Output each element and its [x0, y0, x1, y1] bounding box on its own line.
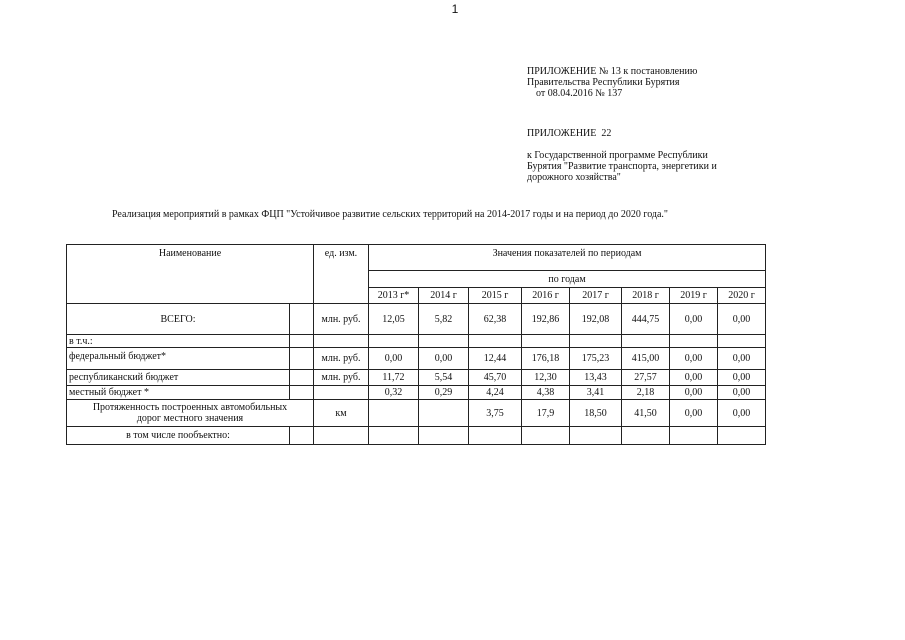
value-cell: 5,82 — [419, 304, 469, 335]
empty-cell — [522, 335, 570, 348]
row-name: республиканский бюджет — [67, 370, 290, 386]
value-cell: 0,00 — [369, 348, 419, 370]
value-cell — [369, 400, 419, 427]
row-unit: млн. руб. — [314, 370, 369, 386]
value-cell: 11,72 — [369, 370, 419, 386]
empty-cell — [419, 427, 469, 445]
value-cell: 0,00 — [718, 386, 766, 400]
empty-cell — [718, 427, 766, 445]
row-unit: км — [314, 400, 369, 427]
year-header: 2016 г — [522, 288, 570, 304]
value-cell: 192,86 — [522, 304, 570, 335]
year-header: 2019 г — [670, 288, 718, 304]
table-title: Реализация мероприятий в рамках ФЦП "Устойчивое развитие сельских территорий на 2014-2017 годы и на период до 2020 года." — [112, 209, 669, 220]
annex-13-date-line: от 08.04.2016 № 137 — [536, 88, 623, 99]
value-cell: 176,18 — [522, 348, 570, 370]
table-row-republican — [67, 370, 766, 386]
annex-22-title: ПРИЛОЖЕНИЕ 22 — [527, 128, 612, 139]
table-row-local — [67, 386, 766, 400]
value-cell: 0,00 — [718, 304, 766, 335]
annex-22-description — [527, 150, 717, 183]
annex-13-line: ПРИЛОЖЕНИЕ № 13 к постановлению — [527, 66, 698, 77]
empty-cell — [290, 335, 314, 348]
row-unit: млн. руб. — [314, 304, 369, 335]
value-cell: 415,00 — [622, 348, 670, 370]
row-name: федеральный бюджет* — [67, 348, 290, 370]
empty-cell — [290, 427, 314, 445]
value-cell: 3,75 — [469, 400, 522, 427]
empty-cell — [522, 427, 570, 445]
year-header: 2014 г — [419, 288, 469, 304]
value-cell: 18,50 — [570, 400, 622, 427]
row-name: местный бюджет * — [67, 386, 290, 400]
value-cell: 5,54 — [419, 370, 469, 386]
year-header: 2015 г — [469, 288, 522, 304]
value-cell: 0,00 — [718, 400, 766, 427]
indicators-table — [66, 244, 766, 445]
empty-cell — [314, 427, 369, 445]
empty-cell — [369, 427, 419, 445]
empty-cell — [622, 427, 670, 445]
year-header: 2017 г — [570, 288, 622, 304]
value-cell: 192,08 — [570, 304, 622, 335]
value-cell: 12,30 — [522, 370, 570, 386]
row-name: в т.ч.: — [67, 335, 290, 348]
value-cell: 27,57 — [622, 370, 670, 386]
empty-cell — [570, 427, 622, 445]
empty-cell — [314, 335, 369, 348]
value-cell: 0,00 — [670, 370, 718, 386]
empty-cell — [290, 370, 314, 386]
year-header: 2013 г* — [369, 288, 419, 304]
value-cell: 2,18 — [622, 386, 670, 400]
year-header: 2018 г — [622, 288, 670, 304]
empty-cell — [670, 335, 718, 348]
annex-22-line: Бурятия "Развитие транспорта, энергетики и — [527, 161, 717, 172]
header-values: Значения показателей по периодам — [369, 245, 766, 271]
row-unit: млн. руб. — [314, 348, 369, 370]
row-name-line: Протяженность построенных автомобильных — [92, 402, 288, 413]
empty-cell — [290, 386, 314, 400]
value-cell: 13,43 — [570, 370, 622, 386]
value-cell: 0,00 — [670, 386, 718, 400]
value-cell: 175,23 — [570, 348, 622, 370]
value-cell: 0,00 — [670, 304, 718, 335]
value-cell: 0,00 — [718, 348, 766, 370]
header-unit: ед. изм. — [314, 245, 369, 304]
annex-22-line: дорожного хозяйства" — [527, 172, 621, 183]
empty-cell — [290, 304, 314, 335]
value-cell: 45,70 — [469, 370, 522, 386]
year-header: 2020 г — [718, 288, 766, 304]
value-cell: 0,00 — [670, 400, 718, 427]
empty-cell — [290, 348, 314, 370]
value-cell: 41,50 — [622, 400, 670, 427]
empty-cell — [314, 386, 369, 400]
value-cell: 0,00 — [670, 348, 718, 370]
header-by-years: по годам — [369, 271, 766, 288]
header-name: Наименование — [67, 245, 314, 304]
page-number: 1 — [451, 2, 459, 16]
value-cell: 62,38 — [469, 304, 522, 335]
table-row-total — [67, 304, 766, 335]
empty-cell — [469, 335, 522, 348]
value-cell: 444,75 — [622, 304, 670, 335]
empty-cell — [622, 335, 670, 348]
row-name: ВСЕГО: — [67, 304, 290, 335]
value-cell: 12,05 — [369, 304, 419, 335]
row-name — [67, 400, 314, 427]
empty-cell — [670, 427, 718, 445]
table-row-roads — [67, 400, 766, 427]
empty-cell — [419, 335, 469, 348]
empty-cell — [570, 335, 622, 348]
table-row-by-object — [67, 427, 766, 445]
value-cell: 17,9 — [522, 400, 570, 427]
value-cell: 0,00 — [718, 370, 766, 386]
row-name: в том числе пообъектно: — [67, 427, 290, 445]
value-cell: 0,32 — [369, 386, 419, 400]
value-cell: 4,24 — [469, 386, 522, 400]
value-cell: 12,44 — [469, 348, 522, 370]
value-cell — [419, 400, 469, 427]
value-cell: 0,00 — [419, 348, 469, 370]
value-cell: 0,29 — [419, 386, 469, 400]
value-cell: 4,38 — [522, 386, 570, 400]
annex-22-line: к Государственной программе Республики — [527, 150, 708, 161]
table-row-including — [67, 335, 766, 348]
table-row-federal — [67, 348, 766, 370]
annex-13-line: Правительства Республики Бурятия — [527, 77, 680, 88]
empty-cell — [369, 335, 419, 348]
annex-13-header — [527, 66, 697, 99]
empty-cell — [718, 335, 766, 348]
empty-cell — [469, 427, 522, 445]
row-name-line: дорог местного значения — [136, 413, 244, 424]
value-cell: 3,41 — [570, 386, 622, 400]
